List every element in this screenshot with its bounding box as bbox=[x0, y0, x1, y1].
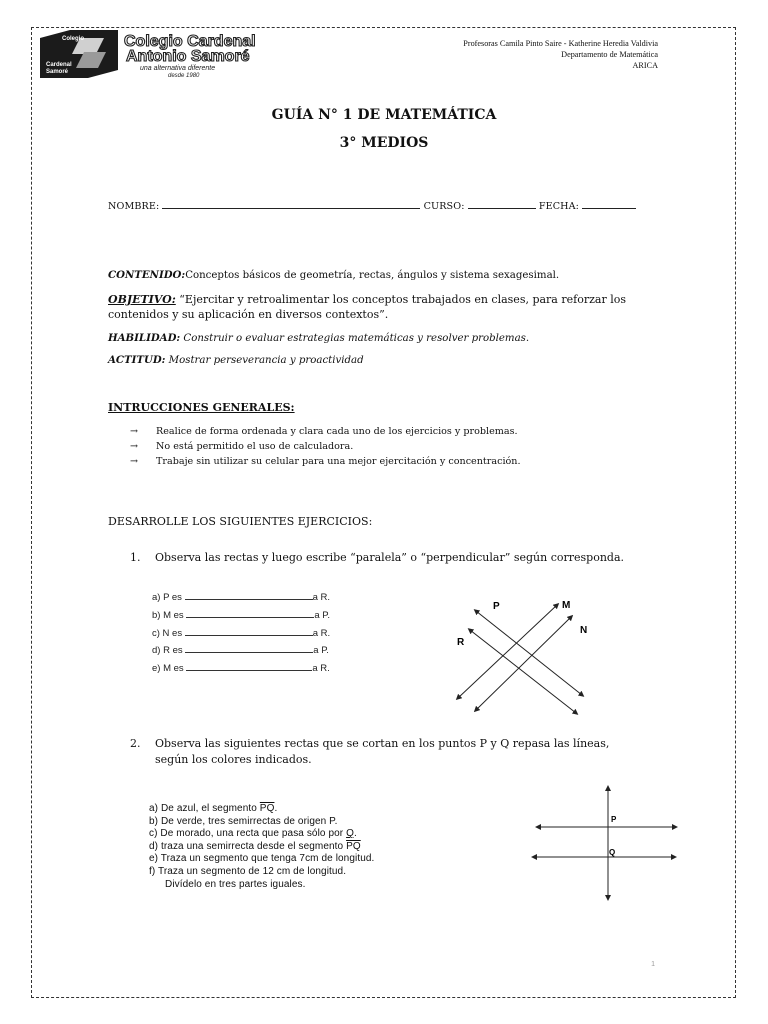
logo-badge-top: Colegio bbox=[62, 36, 84, 42]
instruction-item: → Realice de forma ordenada y clara cada uno de los ejercicios y problemas. bbox=[130, 426, 518, 437]
question-2-text2: según los colores indicados. bbox=[155, 753, 312, 766]
objetivo-text1: “Ejercitar y retroalimentar los conceptos trabajados en clases, para reforzar los bbox=[179, 293, 626, 306]
habilidad-text: Construir o evaluar estrategias matemáticas y resolver problemas. bbox=[183, 333, 530, 344]
label-m: M bbox=[562, 600, 571, 611]
question-1 bbox=[130, 550, 670, 566]
logo-badge-bot: Samoré bbox=[46, 69, 69, 75]
instructions-title: INTRUCCIONES GENERALES: bbox=[108, 401, 295, 414]
arrow-icon: → bbox=[130, 441, 139, 452]
question-1-text: Observa las rectas y luego escribe “paralela” o “perpendicular” según corresponda. bbox=[155, 551, 625, 564]
logo-badge-mid: Cardenal bbox=[46, 62, 72, 68]
question-2-text1: Observa las siguientes rectas que se cortan en los puntos P y Q repasa las líneas, bbox=[155, 737, 610, 750]
contenido-text: Conceptos básicos de geometría, rectas, ángulos y sistema sexagesimal. bbox=[185, 270, 560, 281]
q2-item-d: d) traza una semirrecta desde el segmento $\overline{PQ}$ bbox=[149, 840, 361, 852]
instruction-item: → No está permitido el uso de calculadora. bbox=[130, 441, 354, 452]
question-1-number: 1. bbox=[130, 551, 141, 564]
instructions-list bbox=[130, 424, 521, 469]
line-m bbox=[458, 605, 557, 698]
q2-lines-diagram bbox=[530, 780, 685, 905]
label-p: P bbox=[493, 601, 500, 612]
header-info bbox=[463, 38, 658, 71]
q2-item-f2: Divídelo en tres partes iguales. bbox=[165, 878, 306, 890]
label-r: R bbox=[457, 637, 465, 648]
city-line: ARICA bbox=[632, 61, 658, 70]
answer-blank[interactable] bbox=[185, 589, 313, 600]
objetivo-text2: contenidos y su aplicación en diversos contextos”. bbox=[108, 308, 389, 321]
q2-item-f1: f) Traza un segmento de 12 cm de longitud. bbox=[149, 865, 347, 877]
actitud bbox=[108, 353, 668, 368]
objetivo bbox=[108, 292, 668, 322]
contenido bbox=[108, 268, 668, 283]
q2-item-c: c) De morado, una recta que pasa sólo por Q. bbox=[149, 828, 357, 840]
q1-item-c: c) N es a R. bbox=[152, 625, 330, 643]
q2-item-b: b) De verde, tres semirrectas de origen P. bbox=[149, 815, 338, 827]
school-logo bbox=[40, 30, 265, 78]
arrow-icon: → bbox=[130, 426, 139, 437]
logo-line1: Colegio Cardenal bbox=[124, 33, 256, 50]
fecha-blank[interactable] bbox=[582, 199, 636, 209]
point-q-label: Q bbox=[609, 848, 616, 857]
student-fields bbox=[108, 199, 636, 212]
line-n bbox=[476, 617, 571, 710]
curso-blank[interactable] bbox=[468, 199, 536, 209]
question-2 bbox=[130, 736, 670, 768]
q1-lines-diagram bbox=[440, 590, 610, 720]
q1-item-d: d) R es a P. bbox=[152, 642, 330, 660]
answer-blank[interactable] bbox=[185, 642, 313, 653]
arrow-icon: → bbox=[130, 456, 139, 467]
q2-item-a: a) De azul, el segmento $\overline{PQ}$. bbox=[149, 803, 278, 814]
q2-item-e: e) Traza un segmento que tenga 7cm de longitud. bbox=[149, 853, 375, 865]
contenido-label: CONTENIDO: bbox=[108, 269, 186, 281]
logo-line4: desde 1980 bbox=[168, 73, 200, 78]
department-line: Departamento de Matemática bbox=[561, 50, 658, 59]
point-p-label: P bbox=[611, 815, 617, 824]
nombre-blank[interactable] bbox=[162, 199, 420, 209]
actitud-text: Mostrar perseverancia y proactividad bbox=[168, 355, 364, 366]
teachers-line: Profesoras Camila Pinto Saire - Katherine Heredia Valdivia bbox=[463, 39, 658, 48]
question-2-number: 2. bbox=[130, 737, 141, 750]
objetivo-label: OBJETIVO: bbox=[108, 293, 176, 306]
q1-answers bbox=[152, 589, 330, 678]
section-title: DESARROLLE LOS SIGUIENTES EJERCICIOS: bbox=[108, 515, 373, 528]
page-number: 1 bbox=[651, 961, 655, 968]
nombre-label: NOMBRE: bbox=[108, 201, 160, 212]
fecha-label: FECHA: bbox=[538, 201, 579, 212]
line-p bbox=[476, 611, 582, 695]
page-subtitle: 3° MEDIOS bbox=[339, 135, 429, 151]
q1-item-b: b) M es a P. bbox=[152, 607, 330, 625]
label-n: N bbox=[580, 625, 588, 636]
answer-blank[interactable] bbox=[186, 607, 314, 618]
habilidad bbox=[108, 331, 668, 346]
q2-instructions bbox=[149, 803, 374, 891]
answer-blank[interactable] bbox=[186, 660, 312, 671]
logo-line2: Antonio Samoré bbox=[126, 48, 250, 65]
actitud-label: ACTITUD: bbox=[108, 354, 166, 366]
instruction-item: → Trabaje sin utilizar su celular para una mejor ejercitación y concentración. bbox=[130, 456, 521, 467]
answer-blank[interactable] bbox=[185, 625, 313, 636]
habilidad-label: HABILIDAD: bbox=[108, 332, 181, 344]
q1-item-a: a) P es a R. bbox=[152, 589, 330, 607]
logo-line3: una alternativa diferente bbox=[140, 65, 216, 72]
curso-label: CURSO: bbox=[423, 201, 465, 212]
page-title: GUÍA N° 1 DE MATEMÁTICA bbox=[271, 107, 497, 123]
q1-item-e: e) M es a R. bbox=[152, 660, 330, 678]
